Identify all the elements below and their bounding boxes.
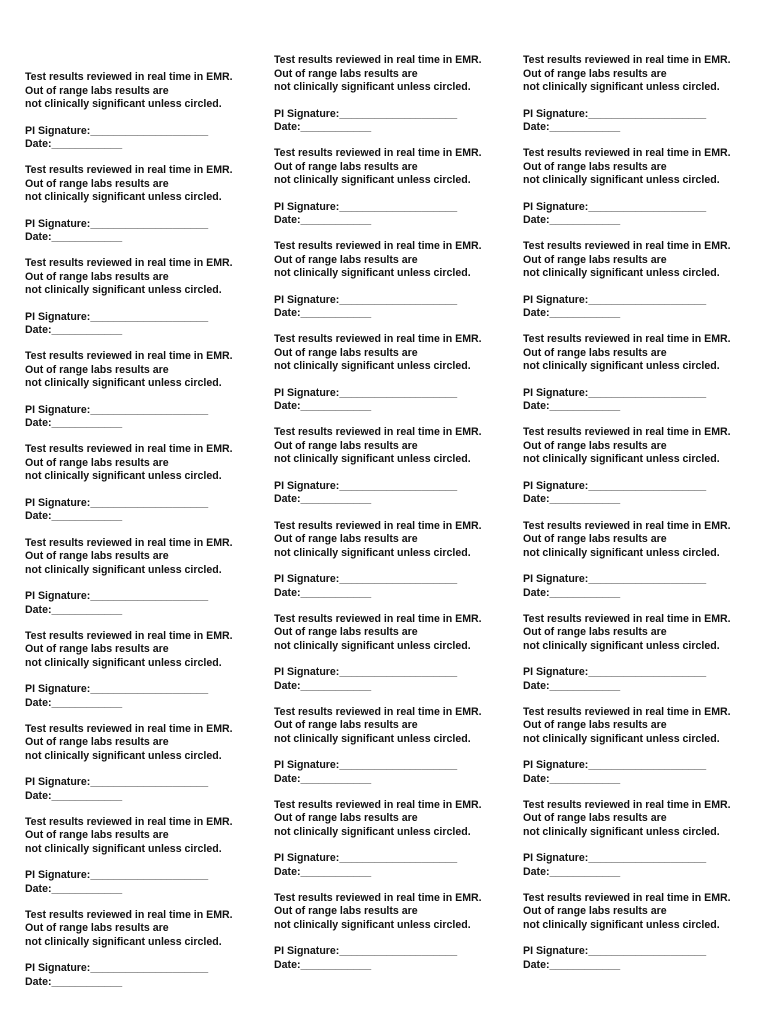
review-label	[523, 54, 759, 134]
date-line: Date:____________	[523, 865, 621, 878]
label-text-line-3: not clinically significant unless circled.	[523, 174, 720, 187]
label-text-line-2: Out of range labs results are	[274, 533, 418, 545]
label-text-line-3: not clinically significant unless circled.	[274, 267, 471, 280]
label-text-line-3: not clinically significant unless circled.	[25, 191, 222, 204]
label-text-line-2: Out of range labs results are	[25, 550, 169, 562]
date-line: Date:____________	[25, 324, 123, 337]
label-text-line-2: Out of range labs results are	[25, 456, 169, 469]
label-text-line-2: Out of range labs results are	[523, 719, 667, 732]
pi-signature-line: PI Signature:____________________	[274, 293, 458, 306]
review-label	[25, 257, 261, 337]
label-text-line-1: Test results reviewed in real time in EMR.	[274, 519, 482, 532]
date-line: Date:____________	[25, 138, 123, 150]
review-label	[523, 147, 759, 227]
date-line: Date:____________	[274, 307, 372, 320]
date-line: Date:____________	[25, 231, 123, 244]
label-text-line-1: Test results reviewed in real time in EMR.	[523, 798, 731, 811]
date-line: Date:____________	[523, 214, 621, 227]
review-label	[25, 536, 261, 616]
label-text-line-1: Test results reviewed in real time in EMR.	[25, 536, 233, 549]
date-line: Date:____________	[274, 400, 372, 413]
label-text-line-1: Test results reviewed in real time in EMR.	[25, 443, 233, 456]
label-text-line-1: Test results reviewed in real time in EMR.	[25, 722, 233, 735]
date-line: Date:____________	[25, 975, 123, 988]
label-text-line-1: Test results reviewed in real time in EMR.	[25, 350, 233, 363]
date-line: Date:____________	[523, 586, 621, 599]
label-text-line-3: not clinically significant unless circled.	[523, 453, 720, 466]
pi-signature-line: PI Signature:____________________	[25, 590, 209, 602]
review-label	[523, 240, 759, 320]
review-label	[274, 333, 510, 413]
review-label	[274, 520, 510, 600]
label-text-line-1: Test results reviewed in real time in EMR.	[523, 519, 731, 532]
date-line: Date:____________	[523, 121, 621, 133]
date-line: Date:____________	[274, 121, 372, 133]
pi-signature-line: PI Signature:____________________	[274, 107, 458, 120]
label-text-line-1: Test results reviewed in real time in EMR.	[523, 426, 731, 439]
review-label	[523, 613, 759, 693]
label-text-line-2: Out of range labs results are	[274, 160, 418, 173]
pi-signature-line: PI Signature:____________________	[523, 293, 707, 306]
label-text-line-3: not clinically significant unless circled.	[25, 749, 222, 762]
date-line: Date:____________	[25, 510, 123, 523]
label-text-line-1: Test results reviewed in real time in EMR.	[25, 164, 233, 177]
review-label	[274, 892, 510, 972]
label-text-line-1: Test results reviewed in real time in EMR.	[523, 891, 731, 904]
label-text-line-3: not clinically significant unless circled.	[25, 842, 222, 855]
date-line: Date:____________	[25, 696, 123, 709]
pi-signature-line: PI Signature:____________________	[274, 573, 458, 585]
label-text-line-3: not clinically significant unless circled.	[274, 639, 471, 652]
label-text-line-3: not clinically significant unless circled.	[25, 656, 222, 669]
pi-signature-line: PI Signature:____________________	[523, 479, 707, 492]
pi-signature-line: PI Signature:____________________	[523, 945, 707, 958]
label-text-line-3: not clinically significant unless circled.	[274, 360, 471, 373]
label-text-line-3: not clinically significant unless circled.	[523, 825, 720, 838]
label-text-line-2: Out of range labs results are	[274, 905, 418, 918]
label-text-line-3: not clinically significant unless circled.	[523, 732, 720, 745]
label-text-line-3: not clinically significant unless circled.	[274, 918, 471, 931]
label-text-line-1: Test results reviewed in real time in EMR.	[523, 240, 731, 253]
label-text-line-1: Test results reviewed in real time in EMR.	[274, 333, 482, 346]
date-line: Date:____________	[274, 958, 372, 971]
label-text-line-3: not clinically significant unless circled.	[274, 453, 471, 466]
pi-signature-line: PI Signature:____________________	[523, 759, 707, 772]
pi-signature-line: PI Signature:____________________	[274, 200, 458, 213]
pi-signature-line: PI Signature:____________________	[25, 776, 209, 789]
pi-signature-line: PI Signature:____________________	[274, 852, 458, 865]
review-label	[523, 520, 759, 600]
pi-signature-line: PI Signature:____________________	[523, 666, 707, 679]
label-text-line-3: not clinically significant unless circled.	[25, 935, 222, 948]
label-text-line-2: Out of range labs results are	[523, 626, 667, 639]
review-label	[25, 908, 261, 988]
date-line: Date:____________	[25, 417, 123, 430]
review-label	[25, 71, 261, 150]
date-line: Date:____________	[274, 772, 372, 785]
date-line: Date:____________	[523, 772, 621, 785]
label-text-line-1: Test results reviewed in real time in EMR.	[274, 54, 482, 66]
date-line: Date:____________	[523, 307, 621, 320]
label-text-line-3: not clinically significant unless circled.	[523, 81, 720, 93]
label-text-line-1: Test results reviewed in real time in EMR.	[274, 240, 482, 253]
label-text-line-1: Test results reviewed in real time in EMR.	[25, 815, 233, 828]
review-label	[25, 722, 261, 802]
label-text-line-2: Out of range labs results are	[274, 439, 418, 452]
label-text-line-3: not clinically significant unless circled.	[523, 918, 720, 931]
review-label	[25, 350, 261, 430]
pi-signature-line: PI Signature:____________________	[274, 666, 458, 679]
label-text-line-2: Out of range labs results are	[25, 922, 169, 935]
label-text-line-1: Test results reviewed in real time in EMR.	[274, 891, 482, 904]
review-label	[274, 613, 510, 693]
date-line: Date:____________	[274, 865, 372, 878]
label-text-line-3: not clinically significant unless circled.	[274, 174, 471, 187]
label-text-line-1: Test results reviewed in real time in EMR.	[274, 426, 482, 439]
label-text-line-1: Test results reviewed in real time in EMR.	[274, 705, 482, 718]
label-text-line-2: Out of range labs results are	[523, 905, 667, 918]
label-text-line-1: Test results reviewed in real time in EMR.	[274, 798, 482, 811]
review-label	[25, 164, 261, 244]
review-label	[523, 892, 759, 972]
label-text-line-3: not clinically significant unless circled.	[25, 563, 222, 576]
label-text-line-1: Test results reviewed in real time in EMR.	[523, 54, 731, 66]
review-label	[274, 147, 510, 227]
label-text-line-2: Out of range labs results are	[523, 346, 667, 359]
label-text-line-1: Test results reviewed in real time in EMR.	[523, 147, 731, 160]
review-label	[523, 333, 759, 413]
label-text-line-1: Test results reviewed in real time in EMR.	[25, 257, 233, 270]
pi-signature-line: PI Signature:____________________	[25, 962, 209, 975]
pi-signature-line: PI Signature:____________________	[25, 496, 209, 509]
label-text-line-2: Out of range labs results are	[25, 643, 169, 656]
review-label	[523, 426, 759, 506]
label-text-line-2: Out of range labs results are	[25, 736, 169, 749]
review-label	[25, 443, 261, 523]
label-text-line-2: Out of range labs results are	[25, 270, 169, 283]
label-text-line-2: Out of range labs results are	[274, 719, 418, 732]
pi-signature-line: PI Signature:____________________	[523, 386, 707, 399]
label-text-line-1: Test results reviewed in real time in EMR.	[523, 612, 731, 625]
label-text-line-3: not clinically significant unless circled.	[523, 546, 720, 559]
pi-signature-line: PI Signature:____________________	[274, 386, 458, 399]
review-label	[274, 426, 510, 506]
date-line: Date:____________	[523, 679, 621, 692]
label-text-line-1: Test results reviewed in real time in EMR.	[25, 629, 233, 642]
label-text-line-2: Out of range labs results are	[25, 177, 169, 190]
label-text-line-1: Test results reviewed in real time in EMR.	[523, 705, 731, 718]
label-text-line-3: not clinically significant unless circled.	[523, 360, 720, 373]
pi-signature-line: PI Signature:____________________	[25, 310, 209, 323]
label-text-line-2: Out of range labs results are	[274, 346, 418, 359]
label-text-line-2: Out of range labs results are	[274, 812, 418, 825]
label-text-line-1: Test results reviewed in real time in EMR.	[274, 612, 482, 625]
label-text-line-3: not clinically significant unless circled.	[274, 81, 471, 93]
pi-signature-line: PI Signature:____________________	[274, 945, 458, 958]
review-label	[25, 629, 261, 709]
pi-signature-line: PI Signature:____________________	[25, 403, 209, 416]
date-line: Date:____________	[274, 214, 372, 227]
label-text-line-2: Out of range labs results are	[274, 67, 418, 80]
label-text-line-3: not clinically significant unless circled.	[25, 377, 222, 390]
review-label	[274, 799, 510, 879]
pi-signature-line: PI Signature:____________________	[274, 479, 458, 492]
pi-signature-line: PI Signature:____________________	[274, 759, 458, 772]
pi-signature-line: PI Signature:____________________	[523, 107, 707, 120]
label-text-line-2: Out of range labs results are	[523, 253, 667, 266]
pi-signature-line: PI Signature:____________________	[25, 683, 209, 696]
review-label	[274, 240, 510, 320]
review-label	[274, 54, 510, 134]
date-line: Date:____________	[274, 679, 372, 692]
label-text-line-1: Test results reviewed in real time in EMR.	[25, 908, 233, 921]
label-text-line-2: Out of range labs results are	[274, 253, 418, 266]
label-text-line-3: not clinically significant unless circled.	[274, 825, 471, 838]
pi-signature-line: PI Signature:____________________	[25, 217, 209, 230]
date-line: Date:____________	[25, 789, 123, 802]
review-label	[274, 706, 510, 786]
label-text-line-3: not clinically significant unless circled.	[274, 732, 471, 745]
label-text-line-1: Test results reviewed in real time in EMR.	[274, 147, 482, 160]
date-line: Date:____________	[25, 603, 123, 616]
pi-signature-line: PI Signature:____________________	[25, 869, 209, 882]
label-text-line-3: not clinically significant unless circled.	[25, 470, 222, 483]
label-text-line-3: not clinically significant unless circled.	[274, 546, 471, 559]
review-label	[523, 799, 759, 879]
label-text-line-1: Test results reviewed in real time in EMR.	[523, 333, 731, 346]
label-text-line-3: not clinically significant unless circled.	[25, 98, 222, 110]
label-text-line-2: Out of range labs results are	[25, 363, 169, 376]
label-text-line-2: Out of range labs results are	[523, 533, 667, 545]
date-line: Date:____________	[274, 586, 372, 599]
review-label	[25, 815, 261, 895]
review-label	[523, 706, 759, 786]
label-text-line-2: Out of range labs results are	[523, 160, 667, 173]
pi-signature-line: PI Signature:____________________	[523, 200, 707, 213]
label-text-line-2: Out of range labs results are	[25, 84, 169, 97]
label-text-line-2: Out of range labs results are	[523, 812, 667, 825]
label-text-line-2: Out of range labs results are	[523, 439, 667, 452]
label-text-line-1: Test results reviewed in real time in EMR.	[25, 71, 233, 83]
pi-signature-line: PI Signature:____________________	[523, 852, 707, 865]
label-text-line-2: Out of range labs results are	[274, 626, 418, 639]
pi-signature-line: PI Signature:____________________	[523, 573, 707, 585]
label-text-line-2: Out of range labs results are	[25, 829, 169, 842]
date-line: Date:____________	[274, 493, 372, 506]
date-line: Date:____________	[25, 882, 123, 895]
pi-signature-line: PI Signature:____________________	[25, 124, 209, 137]
date-line: Date:____________	[523, 958, 621, 971]
label-text-line-3: not clinically significant unless circled.	[523, 267, 720, 280]
date-line: Date:____________	[523, 400, 621, 413]
label-text-line-2: Out of range labs results are	[523, 67, 667, 80]
label-text-line-3: not clinically significant unless circled.	[25, 284, 222, 297]
label-text-line-3: not clinically significant unless circled.	[523, 639, 720, 652]
date-line: Date:____________	[523, 493, 621, 506]
